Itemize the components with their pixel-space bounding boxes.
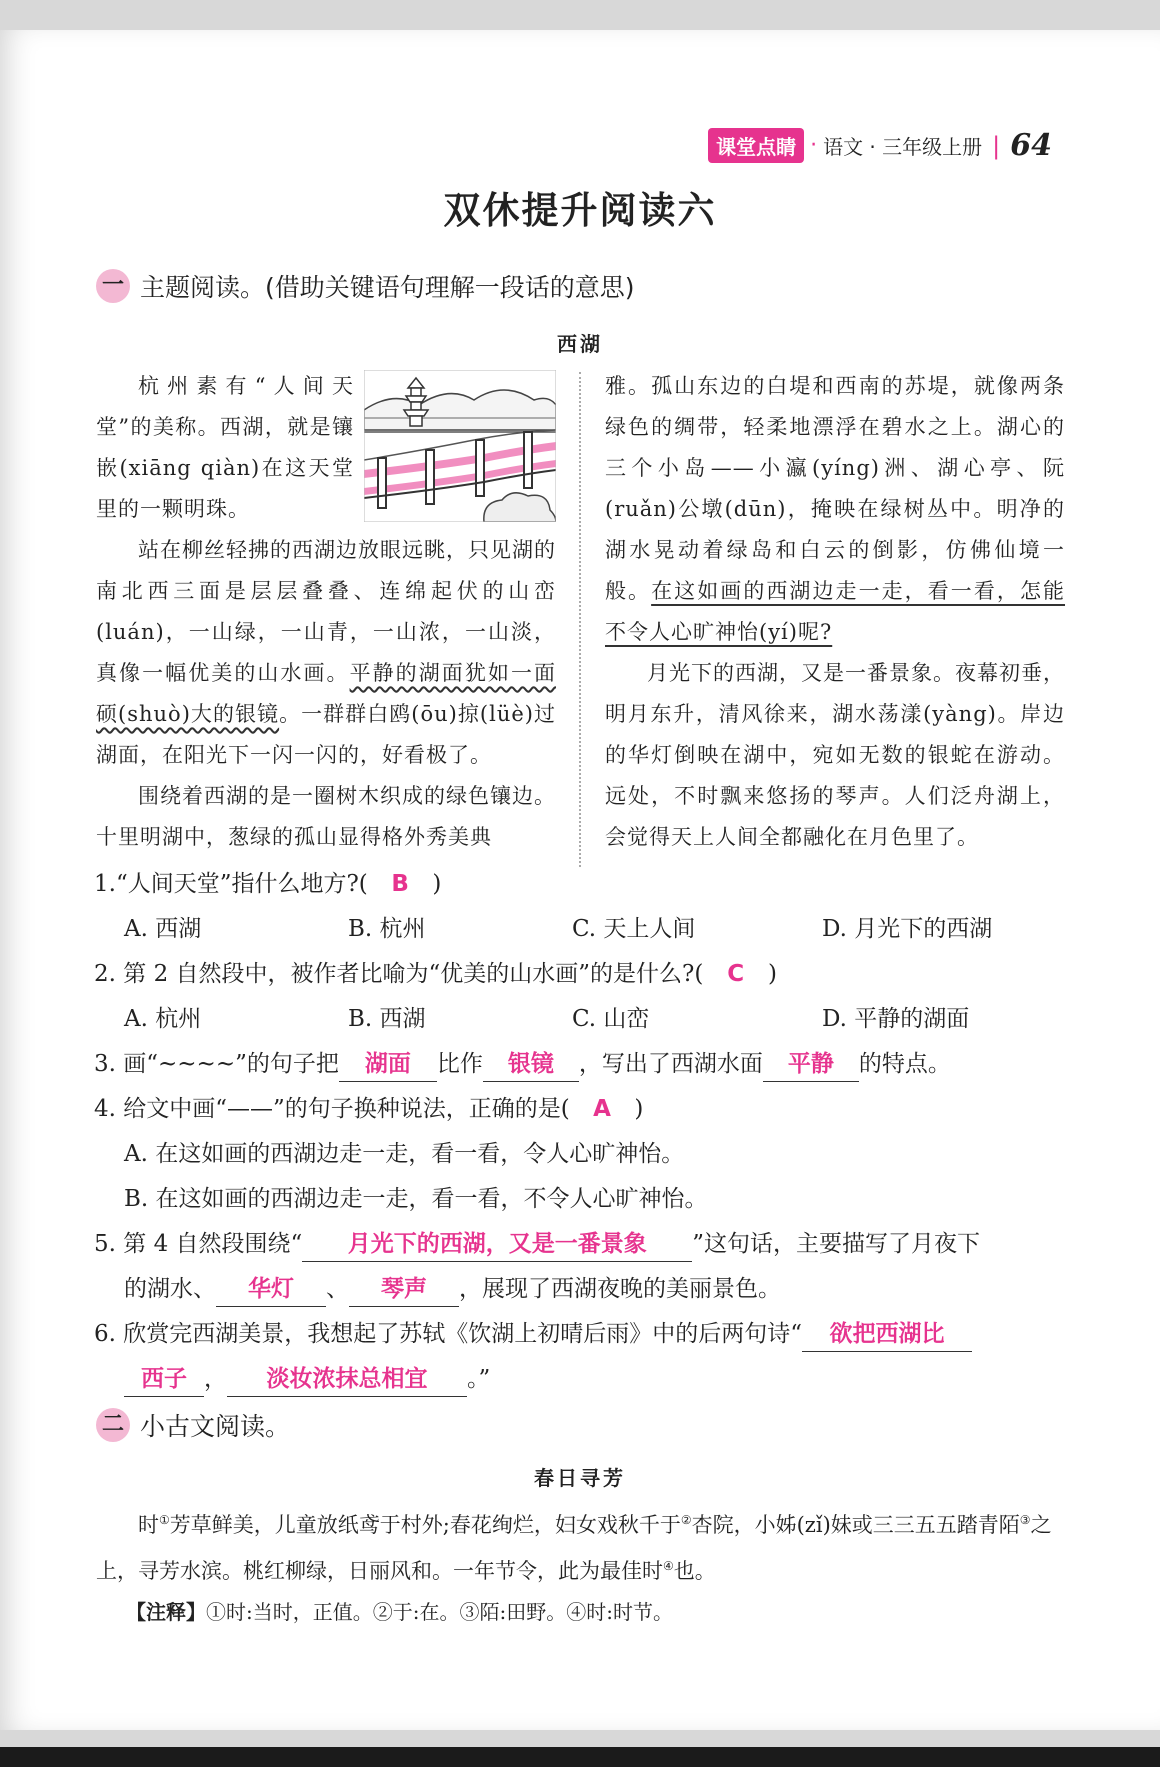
passage-title-chunri: 春日寻芳 [534, 1466, 626, 1490]
questions-section-one [94, 862, 1074, 1402]
note-marker-3: ③ [1019, 1513, 1031, 1527]
header-separator: | [992, 131, 1001, 160]
q6-blank-1-cont: 西子 [124, 1362, 204, 1397]
question-5-text-1: 5. 第 4 自然段围绕“ [94, 1231, 303, 1257]
question-4-close: ) [634, 1096, 644, 1122]
classical-seg-6: 也。 [673, 1559, 716, 1583]
question-3-text-3: ，写出了西湖水面 [578, 1051, 763, 1077]
question-4-text: 4. 给文中画“——”的句子换种说法，正确的是( [94, 1096, 570, 1122]
column-divider [579, 372, 581, 867]
paragraph-3-text-b: 雅。孤山东边的白堤和西南的苏堤，就像两条绿色的绸带，轻柔地漂浮在碧水之上。湖心的三个小岛——小瀛(yíng)洲、湖心亭、阮(ruǎn)公墩(dūn)，掩映在绿树丛中。明净的湖水晃动着绿岛和白云的倒影，仿佛仙境一般。 [605, 374, 1065, 603]
classical-seg-5: 之上，寻芳水滨。桃红柳绿，日丽风和。一年节令，此为最佳时 [96, 1513, 1052, 1583]
q4-option-a: A. 在这如画的西湖边走一走，看一看，令人心旷神怡。 [124, 1141, 685, 1167]
question-1-options [94, 907, 1074, 952]
q2-option-a: A. 杭州 [124, 1006, 202, 1032]
question-1-text: 1.“人间天堂”指什么地方?( [94, 871, 368, 897]
q6-blank-1: 欲把西湖比 [802, 1317, 972, 1352]
question-5 [94, 1222, 1074, 1267]
page-title: 双休提升阅读六 [443, 189, 717, 232]
west-lake-illustration-icon [364, 370, 556, 522]
note-marker-2: ② [680, 1513, 692, 1527]
paragraph-3-text-a: 围绕着西湖的是一圈树木织成的绿色镶边。十里明湖中，葱绿的孤山显得格外秀美典 [96, 784, 556, 849]
paragraph-2 [96, 530, 556, 776]
question-5-text-4: 、 [326, 1276, 349, 1302]
q6-blank-2: 淡妆浓抹总相宜 [227, 1362, 467, 1397]
question-4 [94, 1087, 1074, 1132]
question-6 [94, 1312, 1074, 1357]
question-4-answer: A [593, 1096, 611, 1122]
q3-blank-1: 湖面 [339, 1047, 437, 1082]
classical-text [96, 1500, 1066, 1592]
q4-option-b: B. 在这如画的西湖边走一走，看一看，不令人心旷神怡。 [124, 1186, 708, 1212]
question-2-close: ) [767, 961, 777, 987]
header-dot: · [810, 133, 818, 158]
annotation-note [96, 1592, 1066, 1633]
question-5-text-3: 的湖水、 [124, 1276, 216, 1302]
question-6-line-2 [94, 1357, 1074, 1402]
note-marker-4: ④ [663, 1559, 674, 1573]
paragraph-1: 杭州素有“人间天堂”的美称。西湖，就是镶嵌(xiāng qiàn)在这天堂里的一颗明珠。 [96, 374, 354, 521]
paragraph-2-text-a: 站在柳丝轻拂的西湖边放眼远眺，只见湖的南北西三面是层层叠叠、连绵起伏的山峦(luán)，一山绿，一山青，一山浓，一山淡，真像一幅优美的山水画。 [96, 538, 556, 685]
question-2-text: 2. 第 2 自然段中，被作者比喻为“优美的山水画”的是什么?( [94, 961, 704, 987]
header-subtitle: 语文 · 三年级上册 [823, 135, 983, 159]
section-two-number: 二 [96, 1408, 130, 1442]
q2-option-b: B. 西湖 [348, 1006, 426, 1032]
paragraph-3-continued [605, 366, 1065, 653]
passage-left-column [96, 366, 556, 858]
question-3-text-1: 3. 画“~~~~”的句子把 [94, 1051, 339, 1077]
q1-option-a: A. 西湖 [124, 916, 202, 942]
note-text: ①时:当时，正值。②于:在。③陌:田野。④时:时节。 [206, 1600, 673, 1624]
question-5-line-2 [94, 1267, 1074, 1312]
q5-blank-1: 月光下的西湖，又是一番景象 [302, 1227, 692, 1262]
section-two-heading [96, 1407, 290, 1443]
q2-option-c: C. 山峦 [572, 1006, 650, 1032]
q5-blank-2: 华灯 [216, 1272, 326, 1307]
footer-band [0, 1747, 1160, 1767]
question-5-text-2: ”这句话，主要描写了月夜下 [692, 1231, 981, 1257]
section-one-number: 一 [96, 269, 130, 303]
question-3 [94, 1042, 1074, 1087]
question-5-text-5: ，展现了西湖夜晚的美丽景色。 [459, 1276, 781, 1302]
question-2-options [94, 997, 1074, 1042]
question-6-text-1: 6. 欣赏完西湖美景，我想起了苏轼《饮湖上初晴后雨》中的后两句诗“ [94, 1321, 803, 1347]
classical-seg-1: 时 [138, 1513, 159, 1537]
question-3-text-4: 的特点。 [858, 1051, 951, 1077]
passage-right-column [605, 366, 1065, 858]
question-2 [94, 952, 1074, 997]
note-marker-1: ① [159, 1513, 170, 1527]
classical-seg-3: 杏院，小姊(zǐ)妹或三三五五踏 [691, 1513, 978, 1537]
q1-option-c: C. 天上人间 [572, 916, 696, 942]
question-6-text-2: ， [204, 1366, 227, 1392]
note-label: 【注释】 [126, 1600, 206, 1624]
question-1-close: ) [432, 871, 442, 897]
page-header [708, 128, 1052, 163]
question-1-answer: B [391, 871, 409, 897]
section-two-label: 小古文阅读。 [140, 1412, 291, 1441]
classical-seg-2: 芳草鲜美，儿童放纸鸢于村外;春花绚烂，妇女戏秋千于 [169, 1513, 681, 1537]
q2-option-d: D. 平静的湖面 [822, 1006, 970, 1032]
classical-passage [96, 1500, 1066, 1633]
section-one-label: 主题阅读。(借助关键语句理解一段话的意思) [140, 273, 635, 302]
q1-option-b: B. 杭州 [348, 916, 426, 942]
classical-seg-4: 青陌 [977, 1513, 1020, 1537]
paragraph-4: 月光下的西湖，又是一番景象。夜幕初垂，明月东升，清风徐来，湖水荡漾(yàng)。岸边的华灯倒映在湖中，宛如无数的银蛇在游动。远处，不时飘来悠扬的琴声。人们泛舟湖上，会觉得天上人间全都融化在月色里了。 [605, 661, 1065, 849]
brand-badge: 课堂点睛 [708, 128, 804, 163]
q1-option-d: D. 月光下的西湖 [822, 916, 993, 942]
page-number: 64 [1010, 128, 1052, 163]
question-2-answer: C [727, 961, 745, 987]
q3-blank-2: 银镜 [483, 1047, 579, 1082]
paragraph-2-text-b: 。一群群白鸥(ōu)掠(lüè)过湖面，在阳光下一闪一闪的，好看极了。 [96, 702, 557, 767]
question-3-text-2: 比作 [436, 1051, 483, 1077]
straight-underlined-sentence: 在这如画的西湖边走一走，看一看，怎能不令人心旷神怡(yí)呢? [605, 579, 1066, 644]
paragraph-3-start [96, 776, 556, 858]
q3-blank-3: 平静 [763, 1047, 859, 1082]
wavy-underlined-sentence: 平静的湖面犹如一面硕(shuò)大的银镜 [96, 661, 556, 726]
passage-title-xihu: 西湖 [557, 332, 603, 356]
question-6-text-3: 。” [467, 1366, 491, 1392]
question-1 [94, 862, 1074, 907]
section-one-heading [96, 268, 635, 304]
q5-blank-3: 琴声 [349, 1272, 459, 1307]
